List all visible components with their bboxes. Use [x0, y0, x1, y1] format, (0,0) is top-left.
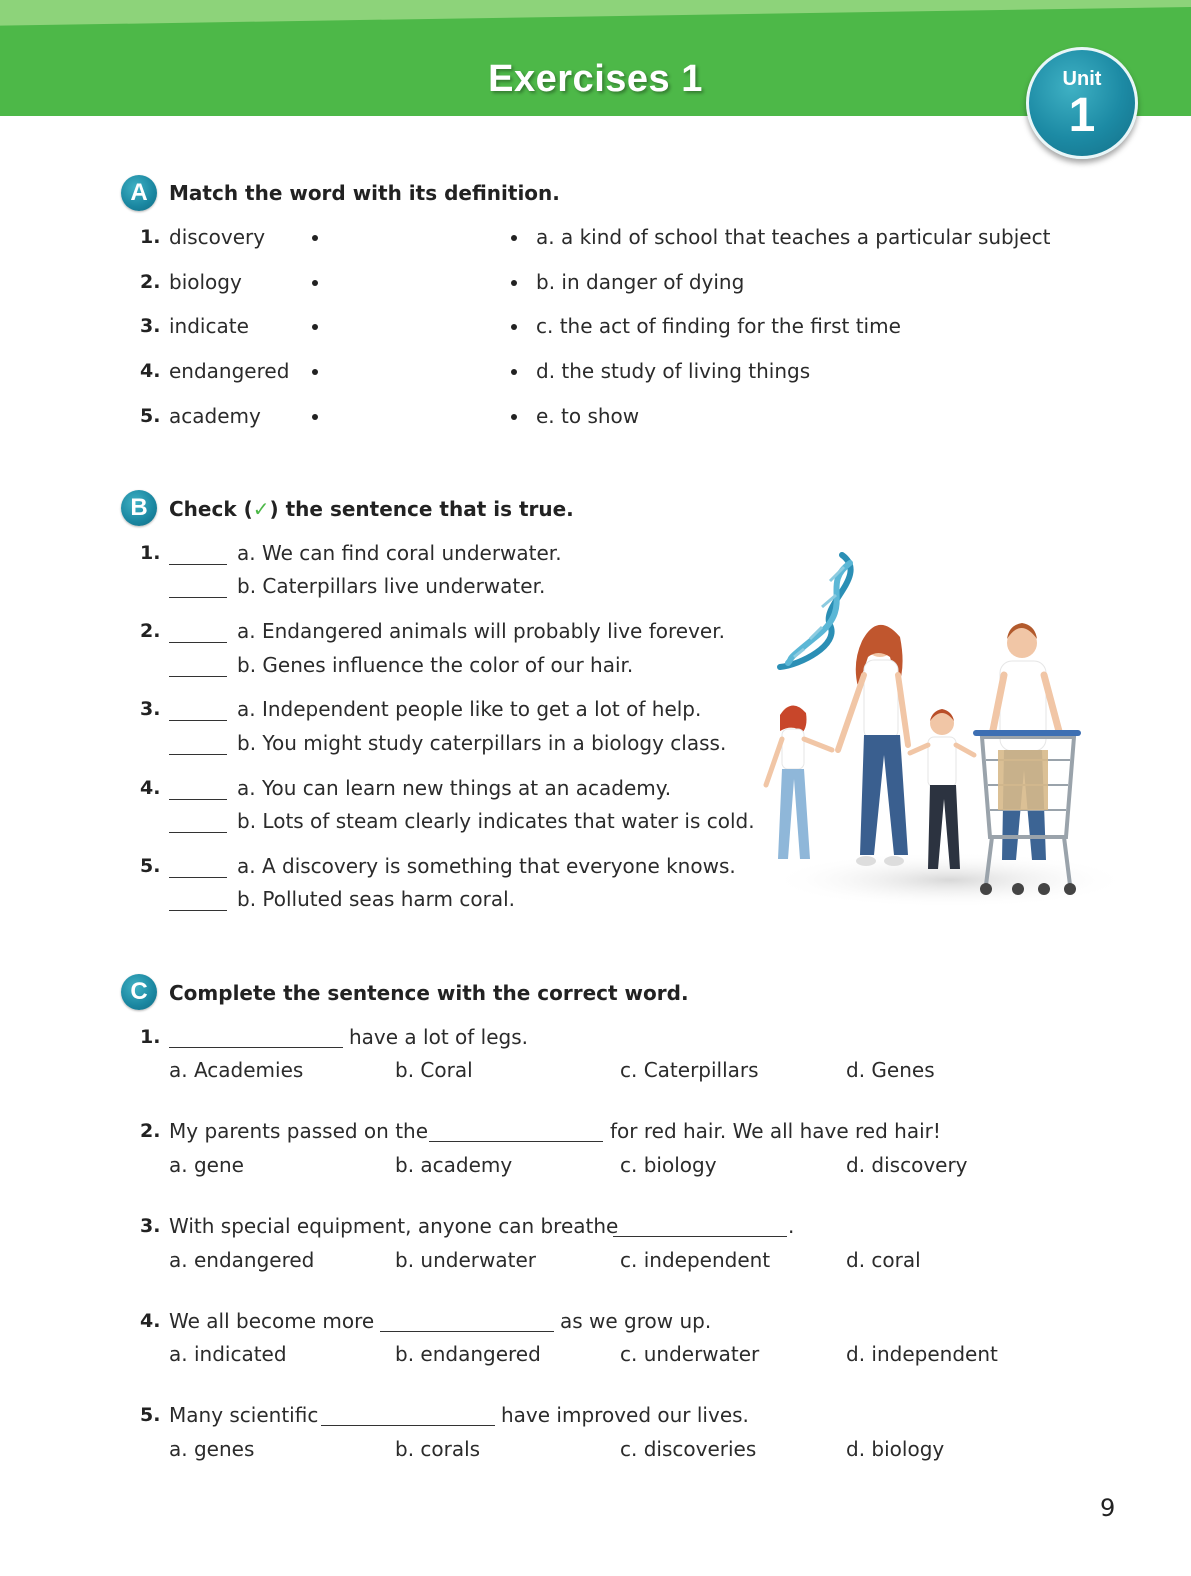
check-mark-icon: ✓ [252, 497, 270, 521]
match-dot-left[interactable] [312, 414, 318, 420]
choice-d[interactable]: d. Genes [846, 1058, 935, 1082]
choice-b[interactable]: b. endangered [395, 1342, 541, 1366]
unit-label: Unit [1062, 68, 1102, 90]
choice-d[interactable]: d. discovery [846, 1153, 968, 1177]
father-figure [992, 623, 1060, 860]
sentence-end: . [788, 1214, 795, 1238]
item-number: 3. [140, 1215, 161, 1237]
choice-a[interactable]: a. Academies [169, 1058, 304, 1082]
definition-item: c. the act of finding for the first time [536, 314, 901, 338]
word-number: 5. [140, 405, 161, 427]
definition-item: e. to show [536, 404, 640, 428]
item-number: 2. [140, 1120, 161, 1142]
choice-c[interactable]: c. biology [620, 1153, 717, 1177]
boy-figure [910, 709, 974, 869]
item-number: 1. [140, 542, 161, 564]
sentence-option: a. Endangered animals will probably live forever. [237, 619, 725, 643]
word-number: 1. [140, 226, 161, 248]
answer-blank[interactable] [613, 1236, 787, 1237]
sentence-option: a. You can learn new things at an academy. [237, 776, 672, 800]
item-number: 5. [140, 1404, 161, 1426]
word-item: academy [169, 404, 261, 428]
word-item: indicate [169, 314, 249, 338]
word-number: 2. [140, 271, 161, 293]
page-number: 9 [1100, 1494, 1116, 1522]
match-dot-left[interactable] [312, 280, 318, 286]
choice-b[interactable]: b. underwater [395, 1248, 536, 1272]
page-title: Exercises 1 [488, 58, 703, 100]
answer-blank[interactable] [169, 1047, 343, 1048]
section-c-instruction: Complete the sentence with the correct word. [169, 981, 689, 1005]
choice-b[interactable]: b. corals [395, 1437, 481, 1461]
choice-a[interactable]: a. genes [169, 1437, 255, 1461]
sentence-end: for red hair. We all have red hair! [610, 1119, 941, 1143]
check-blank[interactable] [169, 642, 227, 643]
word-number: 3. [140, 315, 161, 337]
choice-d[interactable]: d. independent [846, 1342, 998, 1366]
choice-b[interactable]: b. Coral [395, 1058, 473, 1082]
check-blank[interactable] [169, 877, 227, 878]
sentence-start: My parents passed on the [169, 1119, 429, 1143]
sentence-start: Many scientific [169, 1403, 319, 1427]
sentence-option: b. Polluted seas harm coral. [237, 887, 516, 911]
choice-d[interactable]: d. coral [846, 1248, 921, 1272]
sentence-option: a. Independent people like to get a lot of help. [237, 697, 702, 721]
mother-figure [838, 625, 908, 866]
section-a-instruction: Match the word with its definition. [169, 181, 560, 205]
sentence-start: With special equipment, anyone can breathe [169, 1214, 619, 1238]
definition-item: b. in danger of dying [536, 270, 745, 294]
check-blank[interactable] [169, 597, 227, 598]
choice-c[interactable]: c. independent [620, 1248, 771, 1272]
check-blank[interactable] [169, 832, 227, 833]
definition-item: a. a kind of school that teaches a particular subject [536, 225, 1051, 249]
definition-item: d. the study of living things [536, 359, 811, 383]
match-dot-right[interactable] [511, 324, 517, 330]
sentence-start: We all become more [169, 1309, 375, 1333]
unit-number: 1 [1068, 89, 1096, 142]
check-blank[interactable] [169, 720, 227, 721]
dna-helix-icon [780, 555, 851, 667]
choice-c[interactable]: c. underwater [620, 1342, 760, 1366]
item-number: 4. [140, 777, 161, 799]
answer-blank[interactable] [380, 1331, 554, 1332]
header-banner [0, 0, 1191, 116]
sentence-end: have a lot of legs. [349, 1025, 529, 1049]
match-dot-right[interactable] [511, 369, 517, 375]
word-item: biology [169, 270, 242, 294]
sentence-end: as we grow up. [560, 1309, 712, 1333]
choice-a[interactable]: a. endangered [169, 1248, 315, 1272]
check-blank[interactable] [169, 676, 227, 677]
sentence-option: b. You might study caterpillars in a biology class. [237, 731, 727, 755]
answer-blank[interactable] [429, 1141, 603, 1142]
sentence-option: b. Genes influence the color of our hair. [237, 653, 634, 677]
choice-a[interactable]: a. indicated [169, 1342, 287, 1366]
section-a-badge: A [121, 175, 157, 211]
choice-c[interactable]: c. discoveries [620, 1437, 757, 1461]
item-number: 5. [140, 855, 161, 877]
sentence-option: b. Lots of steam clearly indicates that water is cold. [237, 809, 755, 833]
item-number: 3. [140, 698, 161, 720]
check-blank[interactable] [169, 564, 227, 565]
unit-badge [1026, 47, 1138, 159]
sentence-option: b. Caterpillars live underwater. [237, 574, 546, 598]
match-dot-left[interactable] [312, 324, 318, 330]
section-c-badge: C [121, 974, 157, 1010]
word-number: 4. [140, 360, 161, 382]
check-blank[interactable] [169, 754, 227, 755]
match-dot-left[interactable] [312, 235, 318, 241]
word-item: endangered [169, 359, 290, 383]
choice-c[interactable]: c. Caterpillars [620, 1058, 759, 1082]
sentence-option: a. We can find coral underwater. [237, 541, 562, 565]
item-number: 2. [140, 620, 161, 642]
family-illustration [760, 545, 1140, 915]
answer-blank[interactable] [321, 1425, 495, 1426]
girl-figure [766, 705, 832, 859]
match-dot-right[interactable] [511, 235, 517, 241]
instruction-text: ) the sentence that is true. [269, 497, 574, 521]
check-blank[interactable] [169, 910, 227, 911]
match-dot-left[interactable] [312, 369, 318, 375]
item-number: 4. [140, 1310, 161, 1332]
sentence-option: a. A discovery is something that everyone knows. [237, 854, 736, 878]
instruction-text: Check ( [169, 497, 253, 521]
section-b-badge: B [121, 490, 157, 526]
section-b-instruction [169, 497, 574, 521]
choice-a[interactable]: a. gene [169, 1153, 244, 1177]
word-item: discovery [169, 225, 266, 249]
match-dot-right[interactable] [511, 414, 517, 420]
check-blank[interactable] [169, 799, 227, 800]
match-dot-right[interactable] [511, 280, 517, 286]
item-number: 1. [140, 1026, 161, 1048]
choice-b[interactable]: b. academy [395, 1153, 513, 1177]
sentence-end: have improved our lives. [501, 1403, 749, 1427]
choice-d[interactable]: d. biology [846, 1437, 945, 1461]
